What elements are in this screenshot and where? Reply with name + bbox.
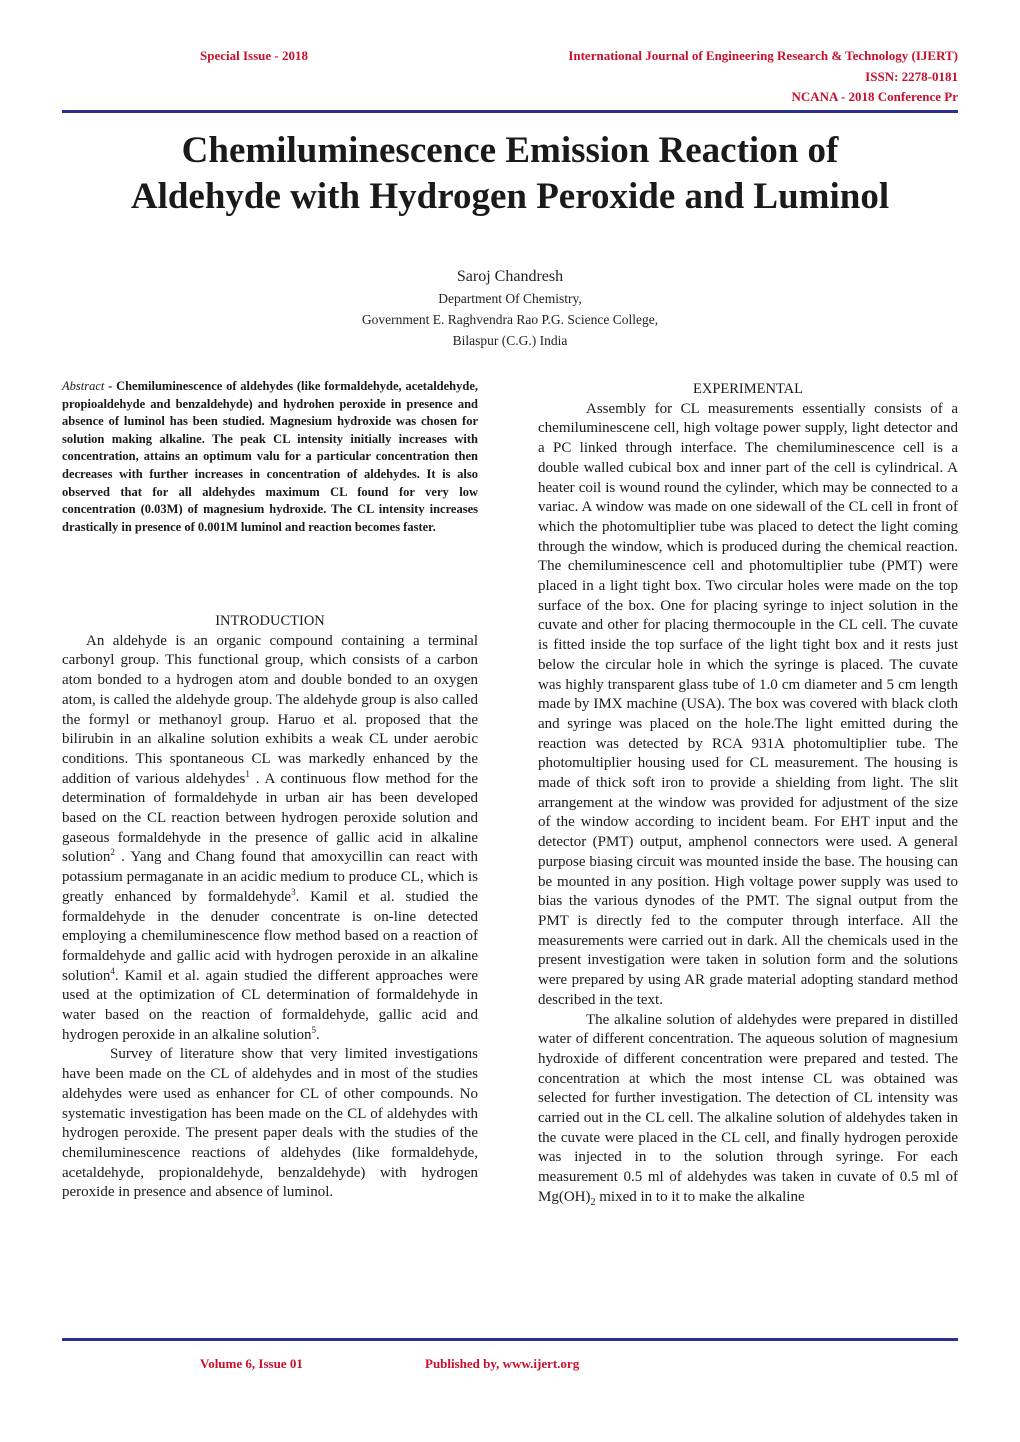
experimental-paragraph-2: The alkaline solution of aldehydes were prepared in distilled water of different concentration. The aqueous solution of magnesium hydroxide of different concentration were prepared and tested. The concentration at which the most intense CL was obtained was selected for further investigation. The detection of CL intensity was carried out in the CL cell. The alkaline solution of aldehydes taken in the cuvate were placed in the CL cell, and finally hydrogen peroxide was injected in to the solution through syringe. For each measurement 0.5 ml of aldehydes was taken in cuvate of 0.5 ml of $Mg(OH)_2$ mixed in to it to make the alkaline — [538, 1011, 958, 1208]
journal-name: International Journal of Engineering Research & Technology (IJERT) — [568, 48, 958, 63]
introduction-paragraph-2: Survey of literature show that very limited investigations have been made on the CL of aldehydes and in most of the studies aldehydes were used as enhancer for CL of other compounds. No systematic investigation has been made on the CL of aldehydes with hydrogen peroxide. The present paper deals with the studies of the chemiluminescence reactions of aldehydes (like formaldehyde, acetaldehyde, propionaldehyde, benzaldehyde) with hydrogen peroxide in presence and absence of luminol. — [62, 1046, 478, 1201]
introduction-paragraph-1: An aldehyde is an organic compound containing a terminal carbonyl group. This functional group, which consists of a carbon atom bonded to a hydrogen atom and double bonded to an oxygen atom, is called the aldehyde group. The aldehyde group is also called the formyl or methanoyl group. Haruo et al. proposed that the bilirubin in an alkaline solution exhibits a weak CL under aerobic conditions. This spontaneous CL was markedly enhanced by the addition of various aldehydes$^1$ . A continuous flow method for the determination of formaldehyde in urban air has been developed based on the CL reaction between hydrogen peroxide solution and gaseous formaldehyde in the presence of gallic acid in alkaline solution$^2$ . Yang and Chang found that amoxycillin can react with potassium permaganate in an acidic medium to produce CL, which is greatly enhanced by formaldehyde$^3$. Kamil et al. studied the formaldehyde in the denuder concentrate is on-line detected employing a chemiluminescence flow method based on a reaction of formaldehyde and gallic acid with hydrogen peroxide in an alkaline solution$^4$. Kamil et al. again studied the different approaches were used at the optimization of CL determination of formaldehyde in water based on the reaction of formaldehyde, gallic acid and hydrogen peroxide in an alkaline solution$^5$. — [62, 632, 478, 1043]
citation-2: 2 — [110, 847, 115, 858]
footer-rule — [62, 1338, 958, 1341]
abstract — [62, 378, 478, 536]
author-department: Department Of Chemistry, — [438, 291, 582, 306]
subscript-2: 2 — [590, 1196, 596, 1208]
volume-label: Volume 6, Issue 01 — [200, 1356, 303, 1371]
introduction-section — [62, 612, 478, 1203]
citation-5: 5 — [311, 1024, 317, 1035]
special-issue-label: Special Issue - 2018 — [200, 48, 308, 63]
citation-3: 3 — [291, 886, 296, 897]
experimental-section — [538, 380, 958, 1208]
publisher-label: Published by, www.ijert.org — [425, 1356, 580, 1371]
author-name: Saroj Chandresh — [456, 268, 564, 285]
conference-label: NCANA - 2018 Conference Pr — [791, 89, 958, 104]
citation-1: 1 — [245, 768, 250, 779]
abstract-text: - Chemiluminescence of aldehydes (like formaldehyde, acetaldehyde, propioaldehyde and benzaldehyde) and hydrohen peroxide in presence and absence of luminol has been studied. Magnesium hydroxide was chosen for solution making alkaline. The peak CL intensity initially increases with concentration, attains an optimum valu for a particular concentration then decreases with further increases in concentration of aldehydes. It is also observed that for all aldehydes maximum CL found for very low concentration (0.03M) of magnesium hydroxide. The CL intensity increases drastically in presence of 0.001M luminol and reaction becomes faster. — [62, 379, 479, 534]
author-location: Bilaspur (C.G.) India — [452, 333, 568, 348]
citation-4: 4 — [110, 965, 115, 976]
issn-label: ISSN: 2278-0181 — [865, 69, 958, 84]
experimental-paragraph-1: Assembly for CL measurements essentially consists of a chemiluminescene cell, high voltage power supply, light detector and a PC linked through interface. The chemiluminescence cell is a double walled cubical box and inner part of the cell is cylindrical. A heater coil is wound round the cylinder, which may be connected to a variac. A window was made on one sidewall of the CL cell in front of which the photomultiplier tube was placed to detect the light coming through the window, which is produced during the chemical reaction. The chemiluminescence cell and photomultiplier tube (PMT) were placed in a light tight box. Two circular holes were made on the top surface of the box. One for placing syringe to inject solution in the cuvate and other for placing thermocouple in the CL cell. The cuvate is fitted inside the top surface of the light tight box and it rests just below the circular hole in which the syringe is placed. The cuvate was highly transparent glass tube of 1.0 cm diameter and 5 cm length made by IMX machine (USA). The box was covered with black cloth and syringe was placed on the hole.The light emitted during the reaction was detected by RCA 931A photomultiplier tube. The photomultiplier housing used for CL measurement. The housing is made of thick soft iron to provide a shielding from light. The slit arrangement at the window was provided for adjustment of the size of the window according to incident beam. For EHT input and the detector (PMT) output, amphenol connectors were used. A general purpose biasing circuit was mounted inside the base. The housing can be mounted in any position. High voltage power supply was used to bias the various dynodes of the PMT. The signal output from the PMT is directly fed to the computer through interface. All the measurements were carried out in dark. All the chemicals used in the present investigation were taken in solution form and the solutions were prepared by using AR grade material adopting standard method described in the text. — [538, 400, 958, 1008]
abstract-label: Abstract — [62, 379, 105, 393]
paper-title-line2: Aldehyde with Hydrogen Peroxide and Luminol — [130, 176, 890, 217]
introduction-heading: INTRODUCTION — [215, 613, 325, 629]
paper-title-line1: Chemiluminescence Emission Reaction of — [181, 130, 839, 171]
header-rule — [62, 110, 958, 113]
author-college: Government E. Raghvendra Rao P.G. Science College, — [361, 312, 659, 327]
paper-title — [40, 128, 980, 220]
experimental-heading: EXPERIMENTAL — [693, 381, 803, 397]
